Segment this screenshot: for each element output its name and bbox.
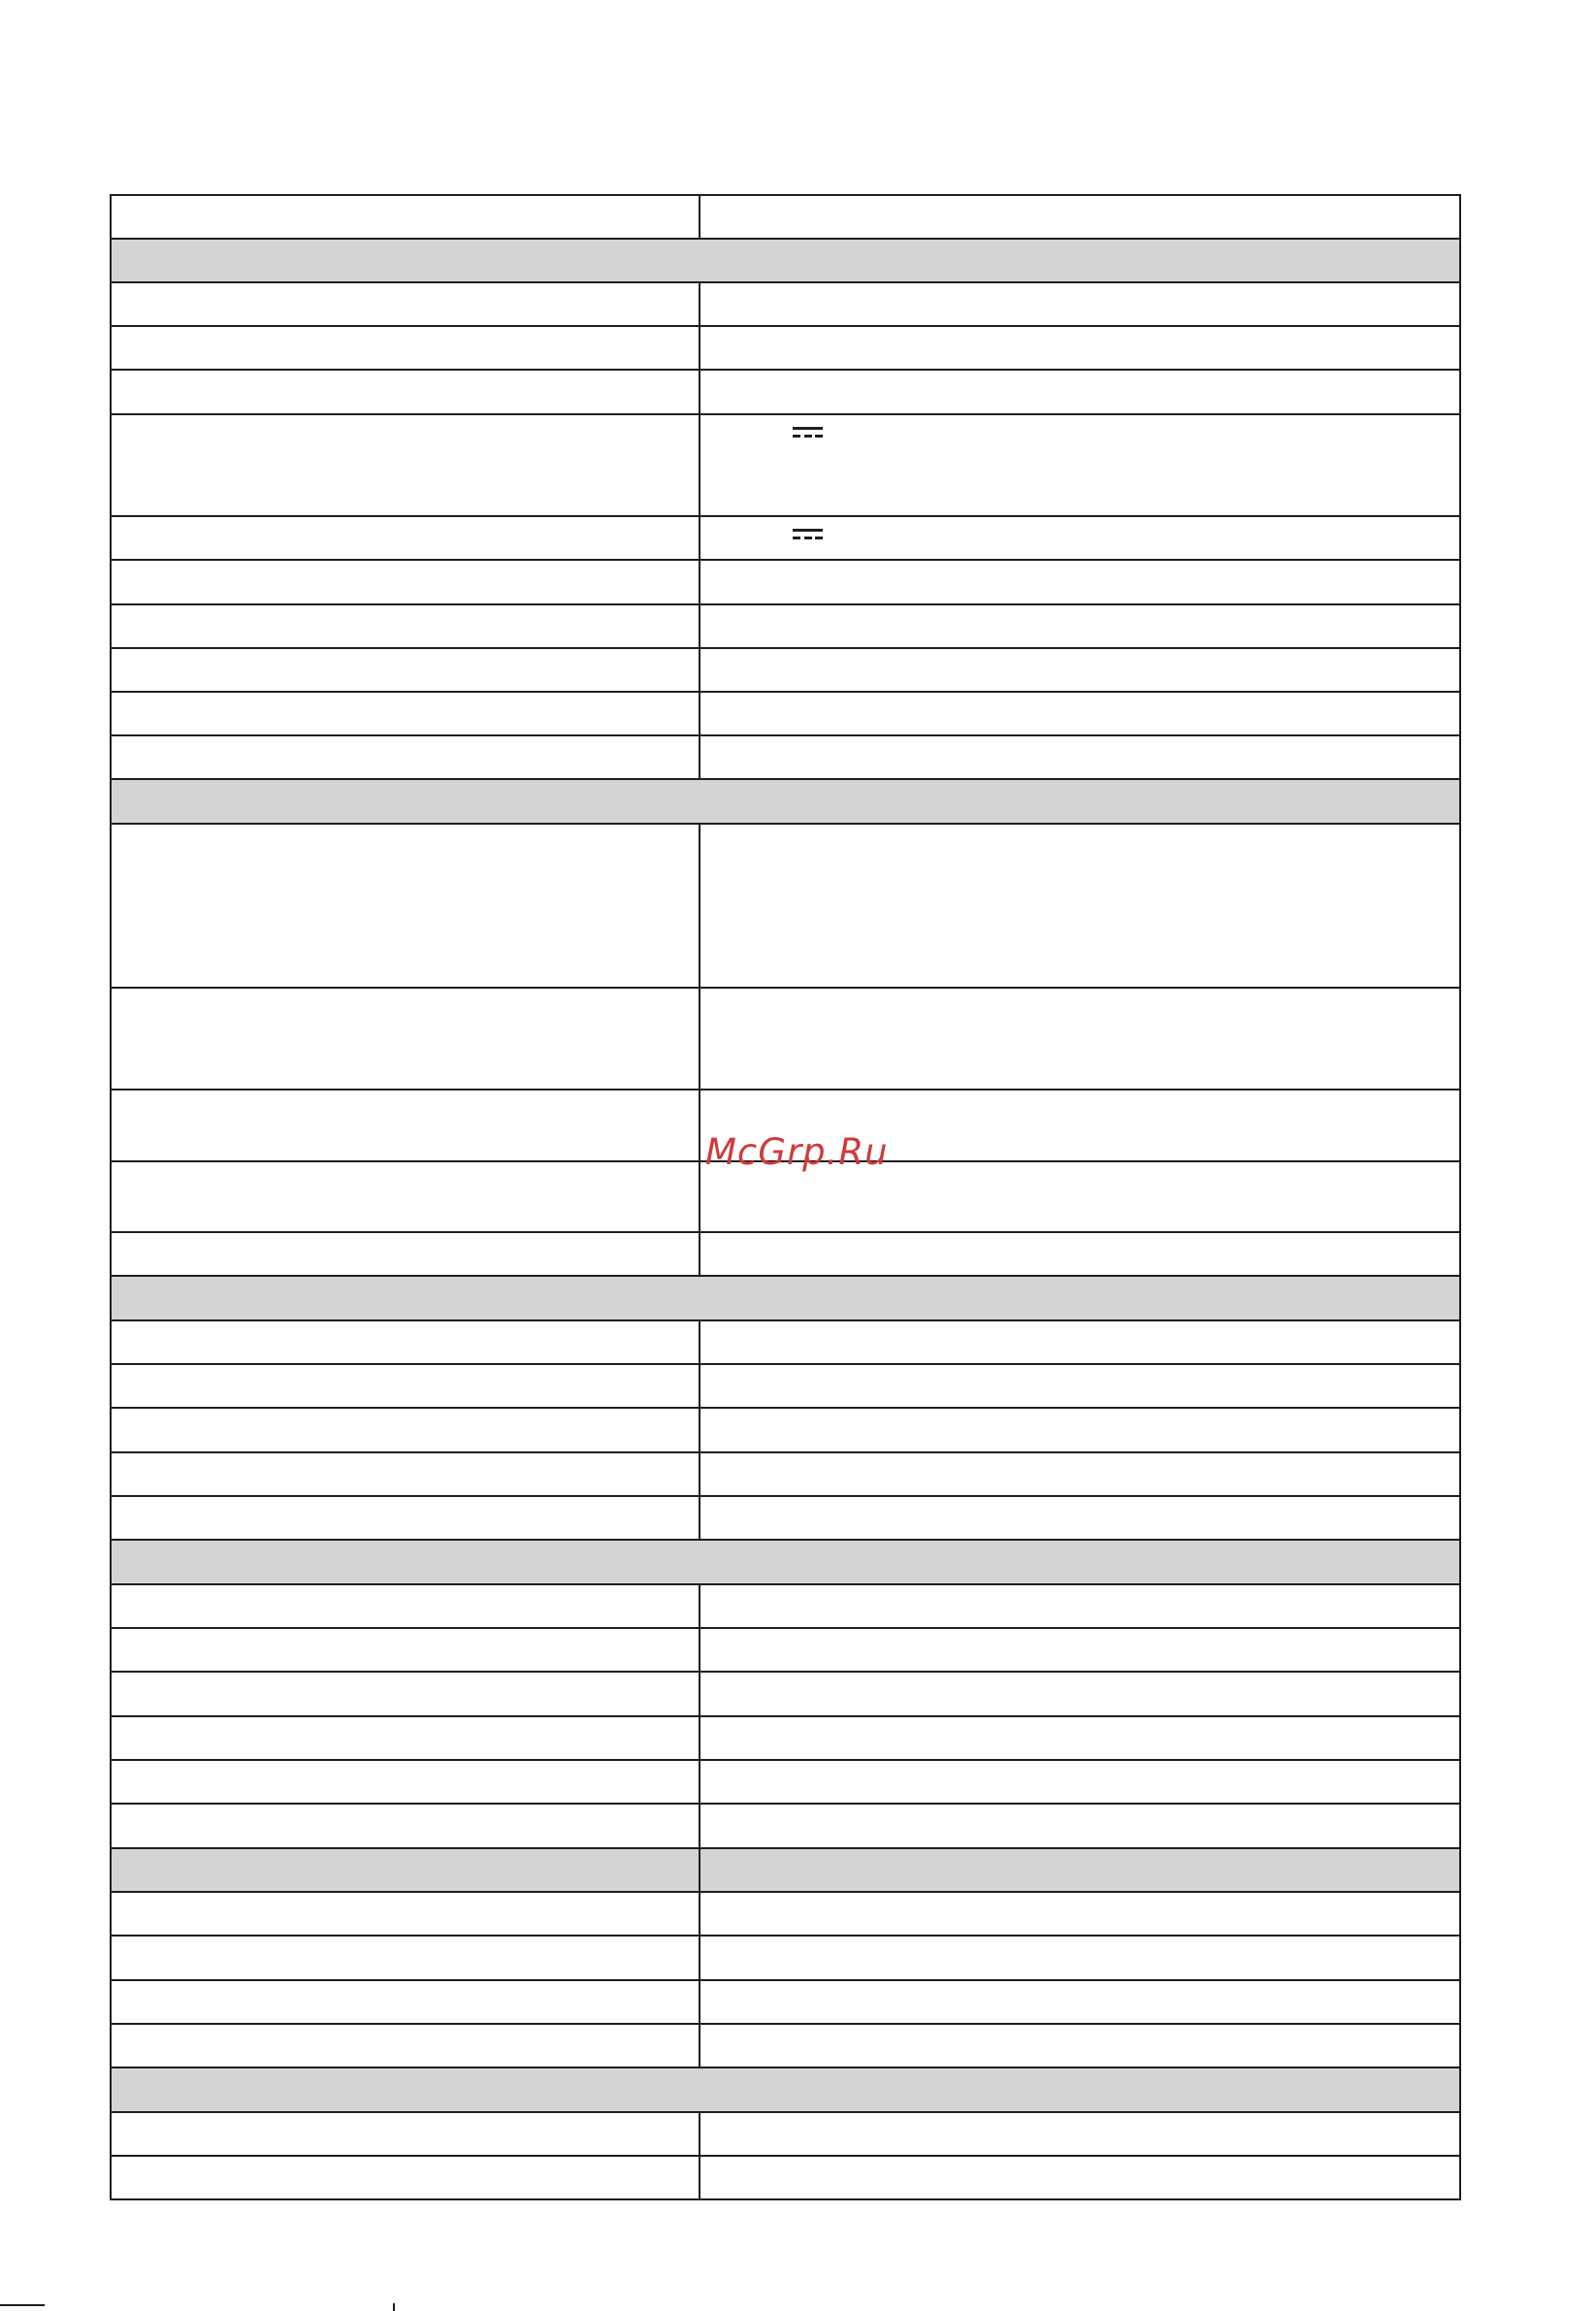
- section-header-row: [111, 2067, 1460, 2112]
- table-row: [111, 414, 1460, 516]
- table-row: [111, 1936, 1460, 1980]
- table-row: [111, 1804, 1460, 1848]
- table-row: [111, 1760, 1460, 1804]
- table-row: [111, 1364, 1460, 1408]
- page-edge-line: [0, 2304, 45, 2306]
- table-row: [111, 648, 1460, 692]
- section-header-row-split: [111, 1848, 1460, 1892]
- section-header-row: [111, 779, 1460, 824]
- table-row: [111, 195, 1460, 239]
- table-row: [111, 370, 1460, 414]
- table-row: [111, 1892, 1460, 1936]
- table-row: [111, 282, 1460, 326]
- spec-table: [110, 194, 1461, 2200]
- table-row: [111, 2112, 1460, 2156]
- dc-current-icon: [793, 529, 823, 541]
- watermark-text: McGrp.Ru: [705, 1131, 889, 1173]
- table-row: [111, 988, 1460, 1090]
- table-row: [111, 2156, 1460, 2199]
- section-header-row: [111, 1276, 1460, 1320]
- table-row: [111, 1628, 1460, 1672]
- table-row: [111, 516, 1460, 560]
- table-row: [111, 1452, 1460, 1496]
- table-row: [111, 560, 1460, 604]
- section-header-row: [111, 239, 1460, 282]
- table-row: [111, 1672, 1460, 1716]
- table-row: [111, 604, 1460, 648]
- section-header-row: [111, 1540, 1460, 1584]
- page-edge-tick: [393, 2303, 395, 2311]
- table-row: [111, 1716, 1460, 1760]
- table-row: [111, 1584, 1460, 1628]
- dc-current-icon: [793, 427, 823, 439]
- table-row: [111, 2024, 1460, 2067]
- table-row: [111, 1408, 1460, 1452]
- table-row: [111, 1320, 1460, 1364]
- table-row: [111, 1496, 1460, 1540]
- table-row: [111, 326, 1460, 370]
- table-row: [111, 692, 1460, 735]
- table-row: [111, 824, 1460, 988]
- table-row: [111, 735, 1460, 779]
- table-row: [111, 1232, 1460, 1276]
- table-row: [111, 1980, 1460, 2024]
